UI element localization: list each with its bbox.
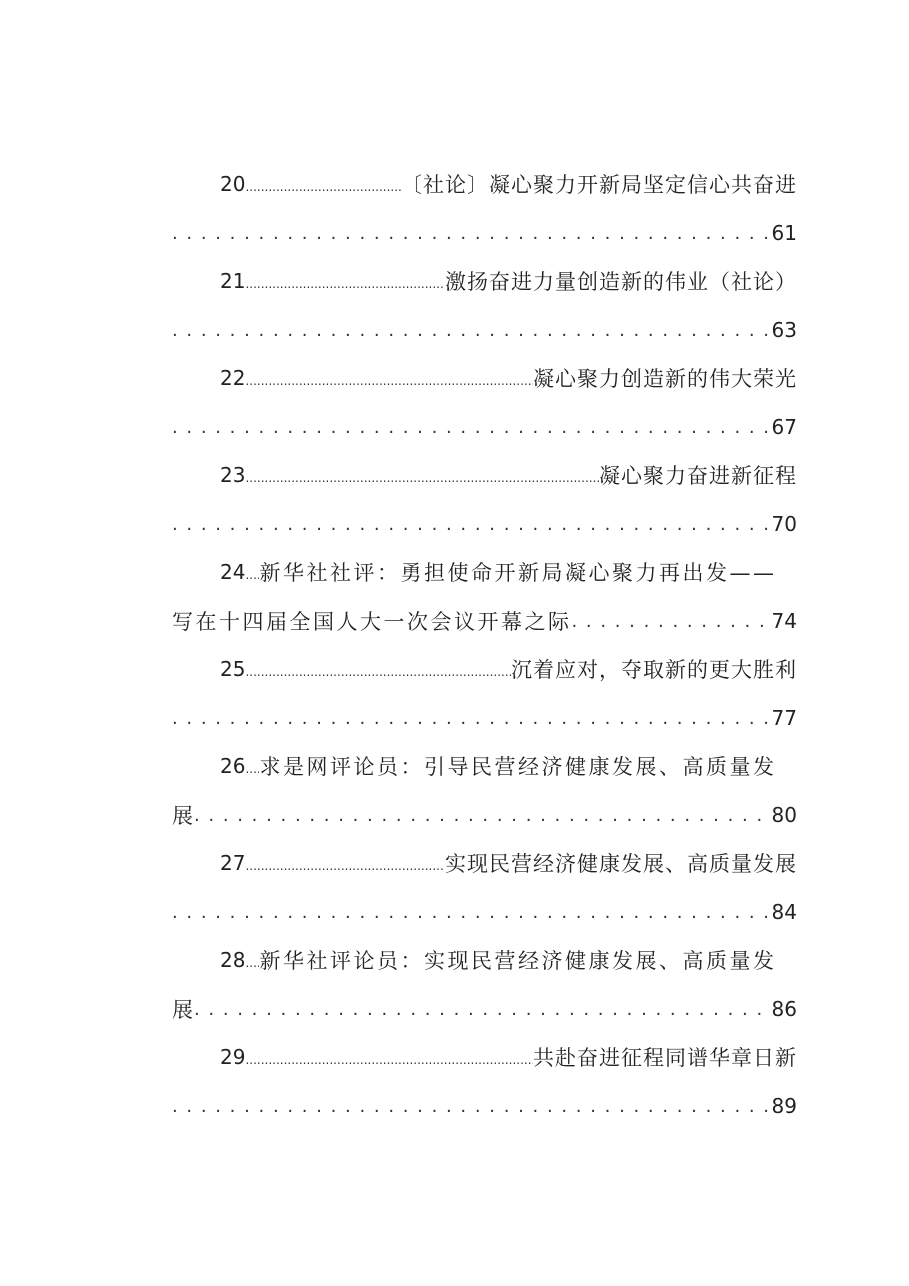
- page-number: 74: [771, 608, 797, 633]
- entry-number: 28: [220, 948, 246, 973]
- entry-title: 沉着应对，夺取新的更大胜利: [511, 658, 797, 683]
- dot-leader: [172, 1096, 770, 1117]
- page-number: 61: [771, 220, 797, 245]
- toc-entry[interactable]: [172, 742, 797, 839]
- toc-entry[interactable]: [172, 839, 797, 936]
- toc-entry[interactable]: [172, 354, 797, 451]
- dot-leader: [245, 568, 259, 582]
- entry-title-continued: 展: [172, 997, 194, 1022]
- entry-title: 凝心聚力创造新的伟大荣光: [533, 367, 797, 392]
- dot-leader: [245, 665, 511, 679]
- page-number: 70: [771, 511, 797, 536]
- entry-title-continued: 写在十四届全国人大一次会议开幕之际: [172, 609, 572, 634]
- toc-entry[interactable]: [172, 645, 797, 742]
- dot-leader: [245, 762, 259, 776]
- dot-leader: [172, 514, 770, 535]
- dot-leader: [172, 902, 770, 923]
- dot-leader: [245, 277, 445, 291]
- entry-title: 凝心聚力奋进新征程: [599, 464, 797, 489]
- entry-title: 新华社社评：勇担使命开新局凝心聚力再出发——: [259, 561, 777, 586]
- page-number: 77: [771, 705, 797, 730]
- entry-title: 激扬奋进力量创造新的伟业（社论）: [445, 270, 797, 295]
- entry-title: 〔社论〕凝心聚力开新局坚定信心共奋进: [401, 173, 797, 198]
- page-number: 84: [771, 899, 797, 924]
- toc-entry[interactable]: [172, 257, 797, 354]
- toc-entry[interactable]: [172, 548, 797, 645]
- dot-leader: [245, 1053, 533, 1067]
- page-number: 63: [771, 317, 797, 342]
- entry-number: 23: [220, 463, 246, 488]
- dot-leader: [172, 417, 770, 438]
- dot-leader: [194, 805, 770, 826]
- dot-leader: [572, 611, 770, 632]
- dot-leader: [245, 180, 401, 194]
- entry-number: 24: [220, 560, 246, 585]
- toc-entry[interactable]: [172, 160, 797, 257]
- entry-number: 22: [220, 366, 246, 391]
- dot-leader: [245, 374, 533, 388]
- dot-leader: [245, 956, 259, 970]
- page-number: 67: [771, 414, 797, 439]
- entry-number: 27: [220, 851, 246, 876]
- toc-entry[interactable]: [172, 936, 797, 1033]
- entry-title-continued: 展: [172, 803, 194, 828]
- dot-leader: [172, 708, 770, 729]
- dot-leader: [245, 471, 599, 485]
- entry-number: 29: [220, 1045, 246, 1070]
- dot-leader: [245, 859, 445, 873]
- dot-leader: [172, 223, 770, 244]
- page-number: 80: [771, 802, 797, 827]
- entry-title: 实现民营经济健康发展、高质量发展: [445, 852, 797, 877]
- entry-number: 26: [220, 754, 246, 779]
- dot-leader: [172, 320, 770, 341]
- page-number: 86: [771, 996, 797, 1021]
- toc-entry[interactable]: [172, 1033, 797, 1130]
- toc-entry[interactable]: [172, 451, 797, 548]
- table-of-contents: [172, 160, 797, 1130]
- entry-number: 25: [220, 657, 246, 682]
- entry-number: 21: [220, 269, 246, 294]
- entry-title: 新华社评论员：实现民营经济健康发展、高质量发: [259, 949, 777, 974]
- entry-number: 20: [220, 172, 246, 197]
- entry-title: 共赴奋进征程同谱华章日新: [533, 1046, 797, 1071]
- page-number: 89: [771, 1093, 797, 1118]
- entry-title: 求是网评论员：引导民营经济健康发展、高质量发: [259, 755, 777, 780]
- dot-leader: [194, 999, 770, 1020]
